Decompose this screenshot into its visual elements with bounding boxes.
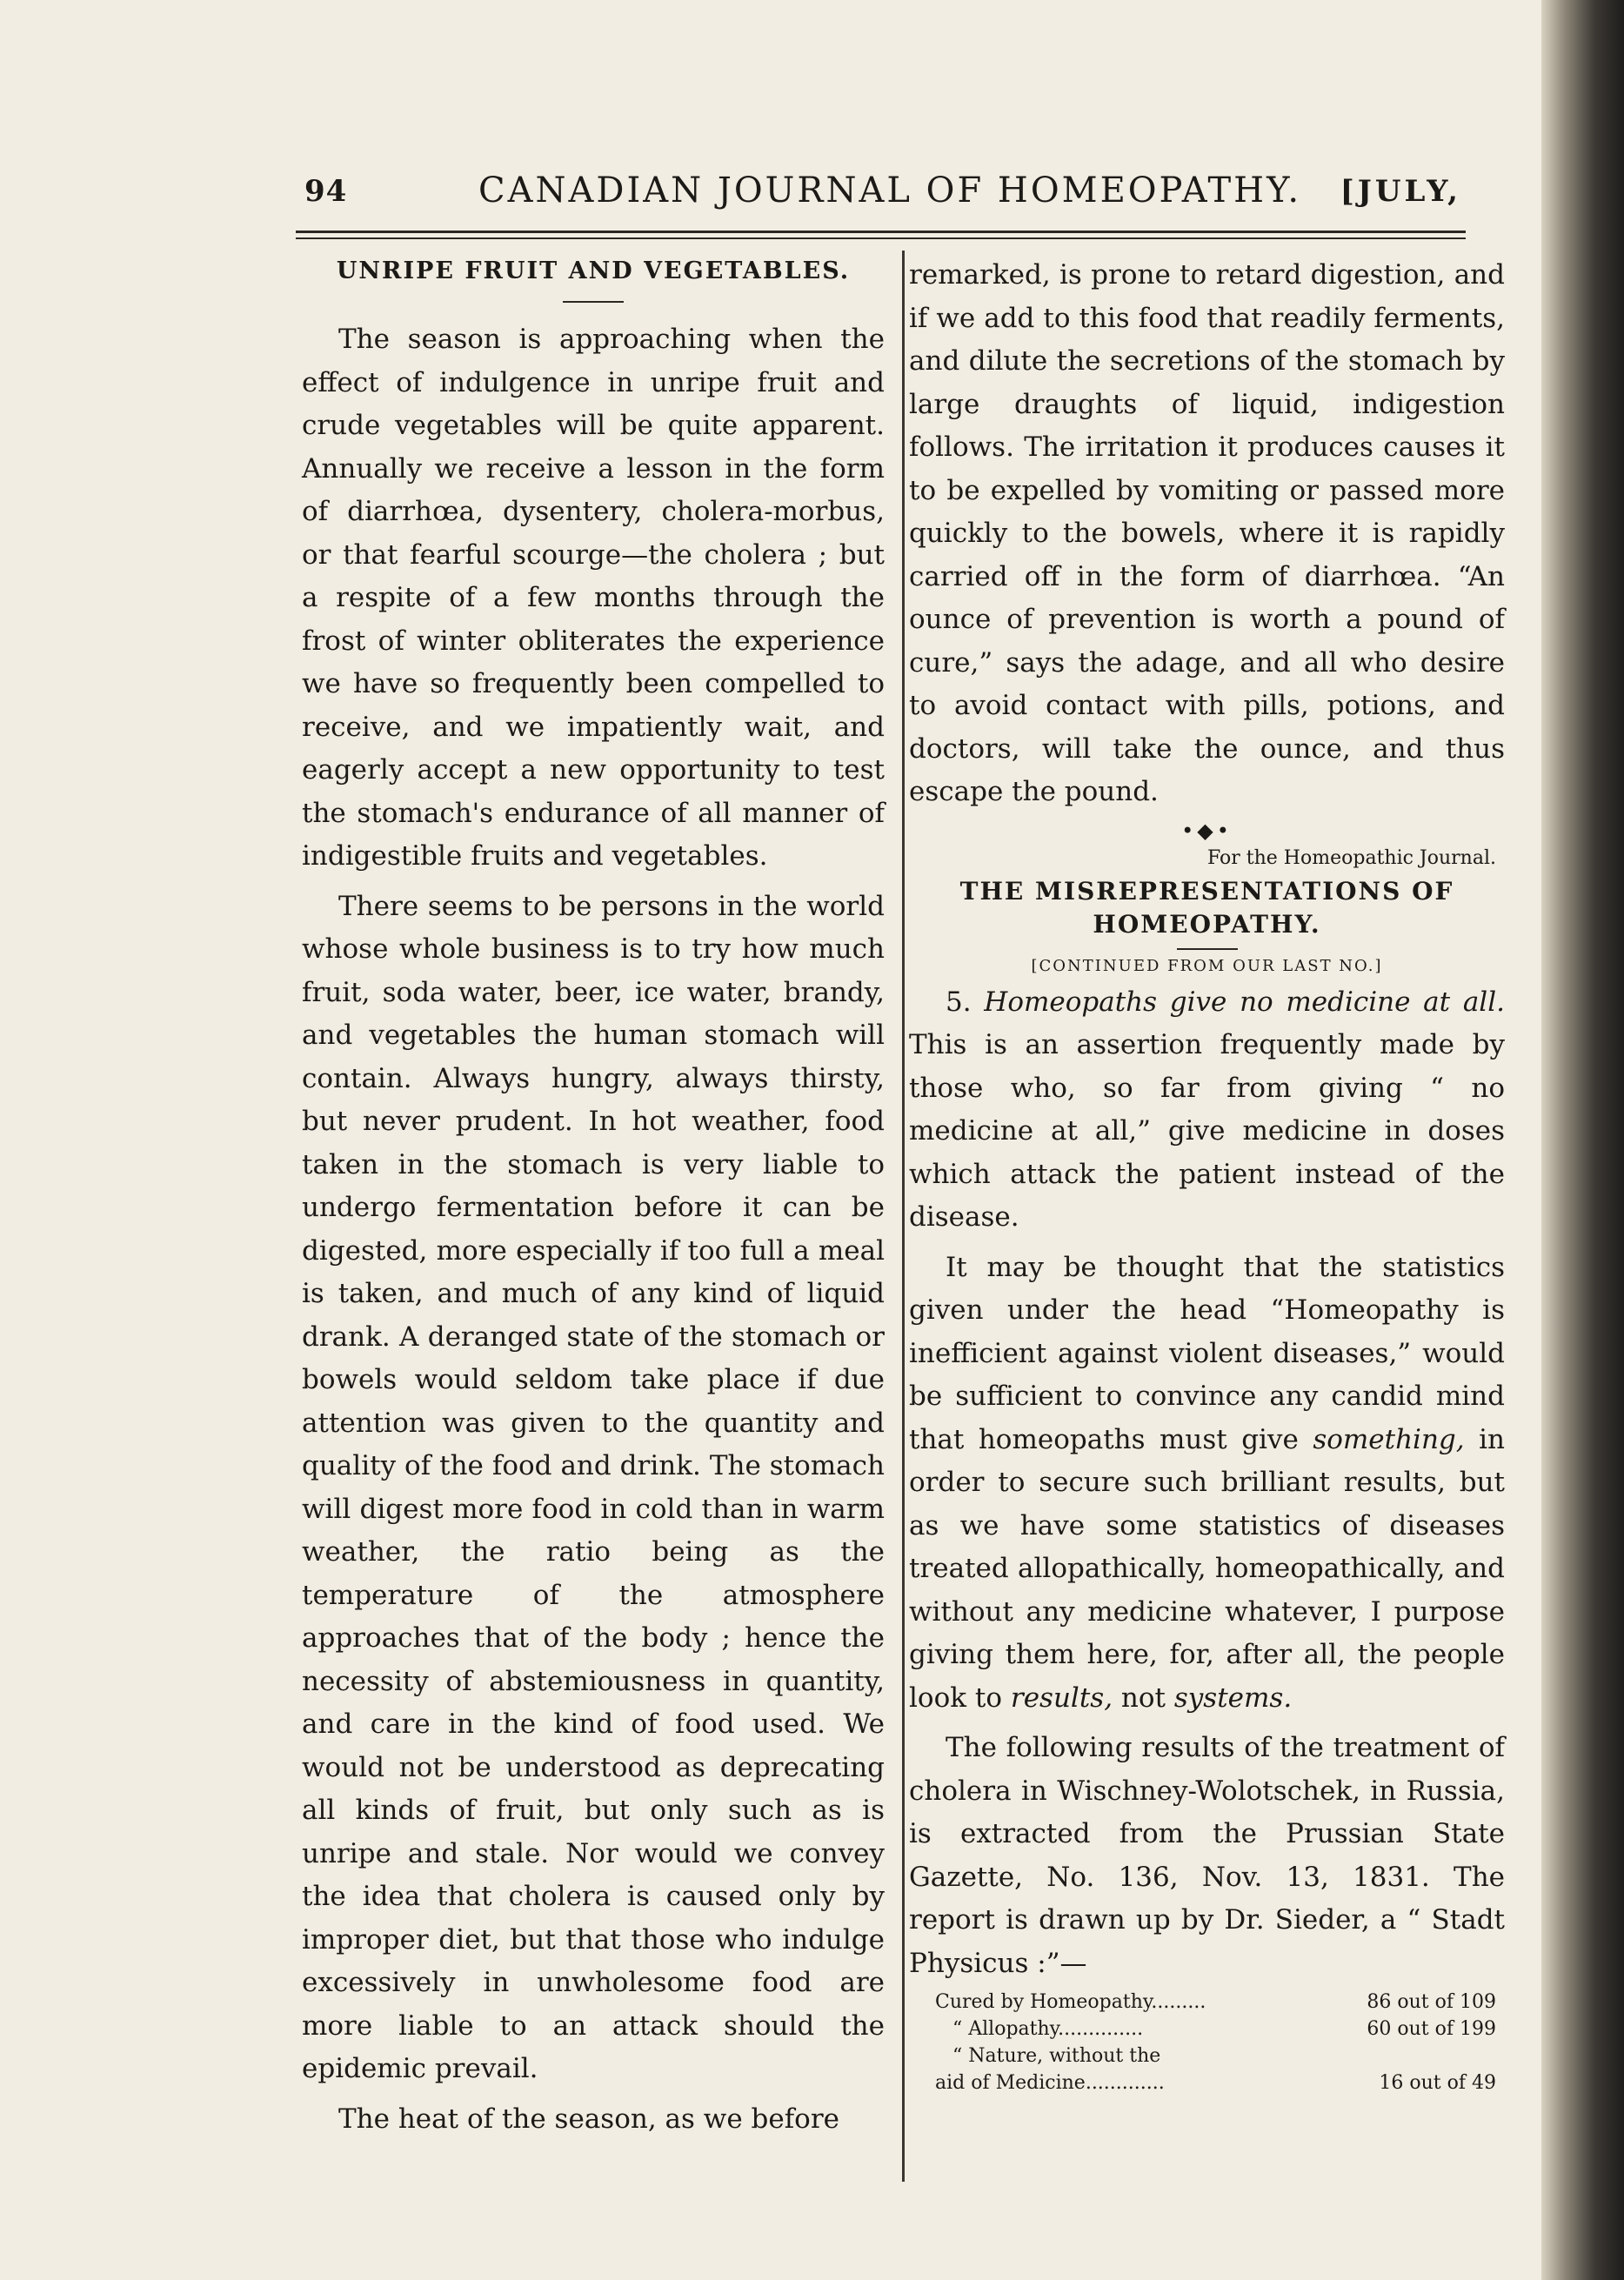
paragraph-text: not (1120, 1682, 1166, 1714)
paragraph (909, 1247, 1505, 1721)
table-value: 16 out of 49 (1379, 2072, 1496, 2094)
journal-title: CANADIAN JOURNAL OF HOMEOPATHY. (478, 170, 1302, 211)
paragraph: The heat of the season, as we before (338, 2103, 840, 2135)
emphasis-text: something, (1313, 1423, 1465, 1455)
heading-rule (563, 301, 624, 303)
section-ornament: •◆• (1181, 818, 1233, 843)
paragraph-text: It may be thought that the statistics given under the head “Homeopathy is inefficient against violent diseases,” would be sufficient to convince any candid mind that homeopaths must give (909, 1251, 1505, 1455)
article-title: THE MISREPRESENTATIONS OF HOMEOPATHY. (959, 876, 1454, 939)
paragraph: The season is approaching when the effect of indulgence in unripe fruit and crude vegetables will be quite apparent. Annually we receive a lesson in the form of diarrhœa, dysentery, cholera-morbus, or that fearful scourge—the cholera ; but a respite of a few months through the frost of winter obliterates the experience we have so frequently been compelled to receive, and we impatiently wait, and eagerly accept a new opportunity to test the stomach's endurance of all manner of indigestible fruits and vegetables. (302, 324, 885, 872)
table-row (909, 2069, 1505, 2096)
results-table (909, 1989, 1505, 2096)
table-label: “ Allopathy.............. (952, 2018, 1144, 2040)
paragraph: The following results of the treatment of cholera in Wischney-Wolotschek, in Russia, is extracted from the Prussian State Gazette, No. 136, Nov. 13, 1831. The report is drawn up by Dr. Sieder, a “ Stadt Physicus :”— (909, 1732, 1505, 1979)
title-rule (1177, 948, 1238, 950)
book-edge-shadow (1541, 0, 1624, 2280)
table-value: 86 out of 109 (1367, 1991, 1496, 2013)
table-label: “ Nature, without the (952, 2045, 1161, 2067)
table-row (909, 1989, 1505, 2016)
continued-paragraph: remarked, is prone to retard digestion, and if we add to this food that readily ferments, and dilute the secretions of the stomach by large draughts of liquid, indigestion follows. The irritation it produces causes it to be expelled by vomiting or passed more quickly to the bowels, where it is rapidly carried off in the form of diarrhœa. “An ounce of prevention is worth a pound of cure,” says the adage, and all who desire to avoid contact with pills, potions, and doctors, will take the ounce, and thus escape the pound. (909, 259, 1505, 807)
point-paragraph (909, 981, 1505, 1240)
point-heading: Homeopaths give no medicine at all. (984, 986, 1505, 1018)
table-label: aid of Medicine............. (935, 2072, 1165, 2094)
paragraph: There seems to be persons in the world whose whole business is to try how much fruit, soda water, beer, ice water, brandy, and vegetables the human stomach will contain. Always hungry, always thirsty, but never prudent. In hot weather, food taken in the stomach is very liable to undergo fermentation before it can be digested, more especially if too full a meal is taken, and much of any kind of liquid drank. A deranged state of the stomach or bowels would seldom take place if due attention was given to the quantity and quality of the food and drink. The stomach will digest more food in cold than in warm weather, the ratio being as the temperature of the atmosphere approaches that of the body ; hence the necessity of abstemiousness in quantity, and care in the kind of food used. We would not be understood as deprecating all kinds of fruit, but only such as is unripe and stale. Nor would we convey the idea that cholera is caused only by improper diet, but that those who indulge excessively in unwholesome food are more liable to an attack should the epidemic prevail. (302, 890, 885, 2084)
column-divider (902, 251, 905, 2182)
attribution: For the Homeopathic Journal. (1206, 846, 1496, 869)
page-number: 94 (304, 174, 348, 209)
point-number: 5. (946, 986, 972, 1018)
issue-month: [JULY, (1340, 174, 1461, 209)
table-label: Cured by Homeopathy......... (935, 1991, 1206, 2013)
page-header (304, 155, 1461, 233)
paragraph-text: in order to secure such brilliant results, but as we have some statistics of diseases treated allopathically, homeopathically, and without any medicine whatever, I purpose giving them here, for, after all, the people look to (909, 1423, 1506, 1714)
emphasis-text: results, (1010, 1682, 1113, 1714)
point-text: This is an assertion frequently made by those who, so far from giving “ no medicine at all,” give medicine in doses which attack the patient instead of the disease. (909, 1029, 1505, 1233)
table-value: 60 out of 199 (1367, 2018, 1496, 2040)
right-column (909, 254, 1505, 2096)
table-row (909, 2043, 1505, 2069)
continued-note: [CONTINUED FROM OUR LAST NO.] (1031, 956, 1383, 975)
emphasis-text: systems. (1173, 1682, 1293, 1714)
header-rule (296, 231, 1466, 239)
table-row (909, 2016, 1505, 2043)
left-column (302, 254, 885, 2141)
article-heading: UNRIPE FRUIT AND VEGETABLES. (336, 257, 851, 284)
